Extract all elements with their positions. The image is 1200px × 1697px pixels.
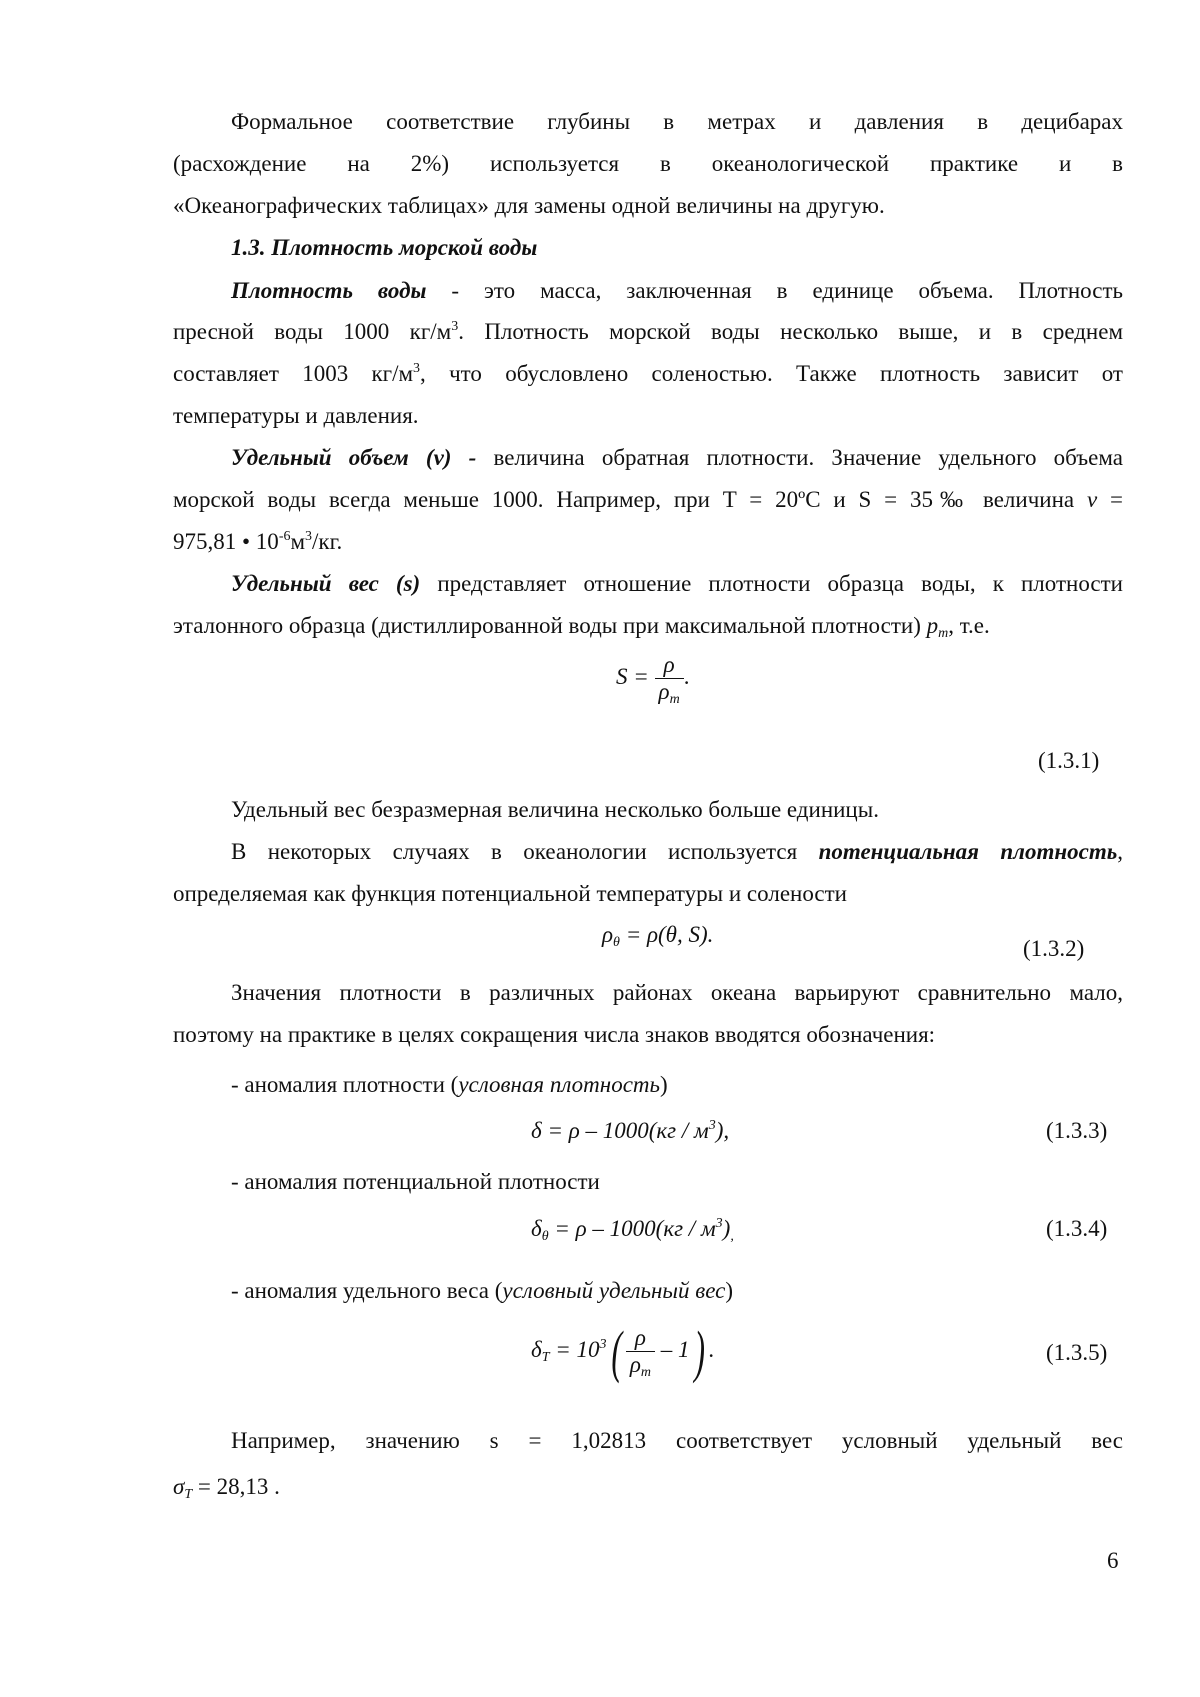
paragraph-line: Значения плотности в различных районах океана варьируют сравнительно мало, <box>231 978 1123 1008</box>
term: Плотность воды <box>231 278 426 303</box>
paragraph-line: «Океанографических таблицах» для замены одной величины на другую. <box>173 191 1123 221</box>
equation-1-3-1: S = ρ ρm . <box>616 652 689 705</box>
equation-label: (1.3.4) <box>1046 1216 1107 1242</box>
paragraph-line: эталонного образца (дистиллированной воды при максимальной плотности) pm, т.е. <box>173 611 1123 641</box>
list-item: - аномалия потенциальной плотности <box>231 1167 1123 1197</box>
paragraph-line: В некоторых случаях в океанологии используется потенциальная плотность, <box>231 837 1123 867</box>
equation-label: (1.3.1) <box>1038 748 1099 774</box>
paragraph-line: σT = 28,13 . <box>173 1472 1123 1502</box>
paragraph-line: составляет 1003 кг/м3, что обусловлено соленостью. Также плотность зависит от <box>173 359 1123 389</box>
paragraph-line: Например, значению s = 1,02813 соответствует условный удельный вес <box>231 1426 1123 1456</box>
equation-1-3-2: ρθ = ρ(θ, S). <box>602 922 713 948</box>
paragraph-line: Формальное соответствие глубины в метрах и давления в децибарах <box>231 107 1123 137</box>
list-item: - аномалия удельного веса (условный удельный вес) <box>231 1276 1123 1306</box>
paragraph-line: температуры и давления. <box>173 401 1123 431</box>
document-page <box>0 0 1200 1697</box>
paragraph-line: Удельный вес безразмерная величина несколько больше единицы. <box>231 795 1123 825</box>
paragraph-line: 975,81 • 10-6м3/кг. <box>173 527 1123 557</box>
term: Удельный вес (s) <box>231 571 420 596</box>
equation-label: (1.3.5) <box>1046 1340 1107 1366</box>
paragraph-line: Удельный вес (s) представляет отношение плотности образца воды, к плотности <box>231 569 1123 599</box>
paragraph-line: Плотность воды - это масса, заключенная в единице объема. Плотность <box>231 276 1123 306</box>
list-item: - аномалия плотности (условная плотность) <box>231 1070 1123 1100</box>
equation-1-3-3: δ = ρ – 1000(кг / м3), <box>531 1118 729 1144</box>
section-title: 1.3. Плотность морской воды <box>231 233 1123 263</box>
term: потенциальная плотность <box>819 839 1118 864</box>
page-number: 6 <box>1107 1548 1119 1574</box>
paragraph-line: морской воды всегда меньше 1000. Например, при T = 20ºС и S = 35‰ величина v = <box>173 485 1123 515</box>
term: Удельный объем (v) - <box>231 445 476 470</box>
equation-label: (1.3.3) <box>1046 1118 1107 1144</box>
equation-label: (1.3.2) <box>1023 936 1084 962</box>
paragraph-line: Удельный объем (v) - величина обратная плотности. Значение удельного объема <box>231 443 1123 473</box>
equation-1-3-4: δθ = ρ – 1000(кг / м3), <box>531 1216 734 1242</box>
paragraph-line: поэтому на практике в целях сокращения числа знаков вводятся обозначения: <box>173 1020 1123 1050</box>
paragraph-line: пресной воды 1000 кг/м3. Плотность морской воды несколько выше, и в среднем <box>173 317 1123 347</box>
paragraph-line: определяемая как функция потенциальной температуры и солености <box>173 879 1123 909</box>
equation-1-3-5: δT = 103( ρ ρm – 1) . <box>531 1318 715 1385</box>
paragraph-line: (расхождение на 2%) используется в океанологической практике и в <box>173 149 1123 179</box>
